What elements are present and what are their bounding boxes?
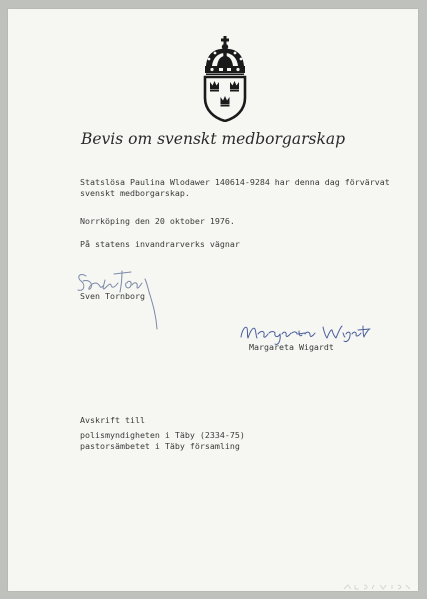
statement-paragraph bbox=[80, 177, 390, 199]
document-title: Bevis om svenskt medborgarskap bbox=[80, 130, 346, 148]
signer-name-1: Sven Tornborg bbox=[80, 291, 145, 301]
statement-line-2: svenskt medborgarskap. bbox=[80, 188, 190, 198]
signer-name-2: Margareta Wigardt bbox=[249, 342, 334, 352]
copy-recipient-1: polismyndigheten i Täby (2334-75) bbox=[80, 430, 245, 440]
coat-of-arms-icon bbox=[201, 36, 249, 122]
statement-line-1: Statslösa Paulina Wlodawer 140614-9284 har denna dag förvärvat bbox=[80, 177, 390, 187]
faint-mark-icon bbox=[342, 583, 414, 591]
copy-recipient-2: pastorsämbetet i Täby församling bbox=[80, 441, 240, 451]
copy-heading: Avskrift till bbox=[80, 415, 145, 425]
place-and-date: Norrköping den 20 oktober 1976. bbox=[80, 216, 235, 226]
issuing-authority: På statens invandrarverks vägnar bbox=[80, 239, 240, 249]
certificate-page bbox=[8, 9, 418, 591]
